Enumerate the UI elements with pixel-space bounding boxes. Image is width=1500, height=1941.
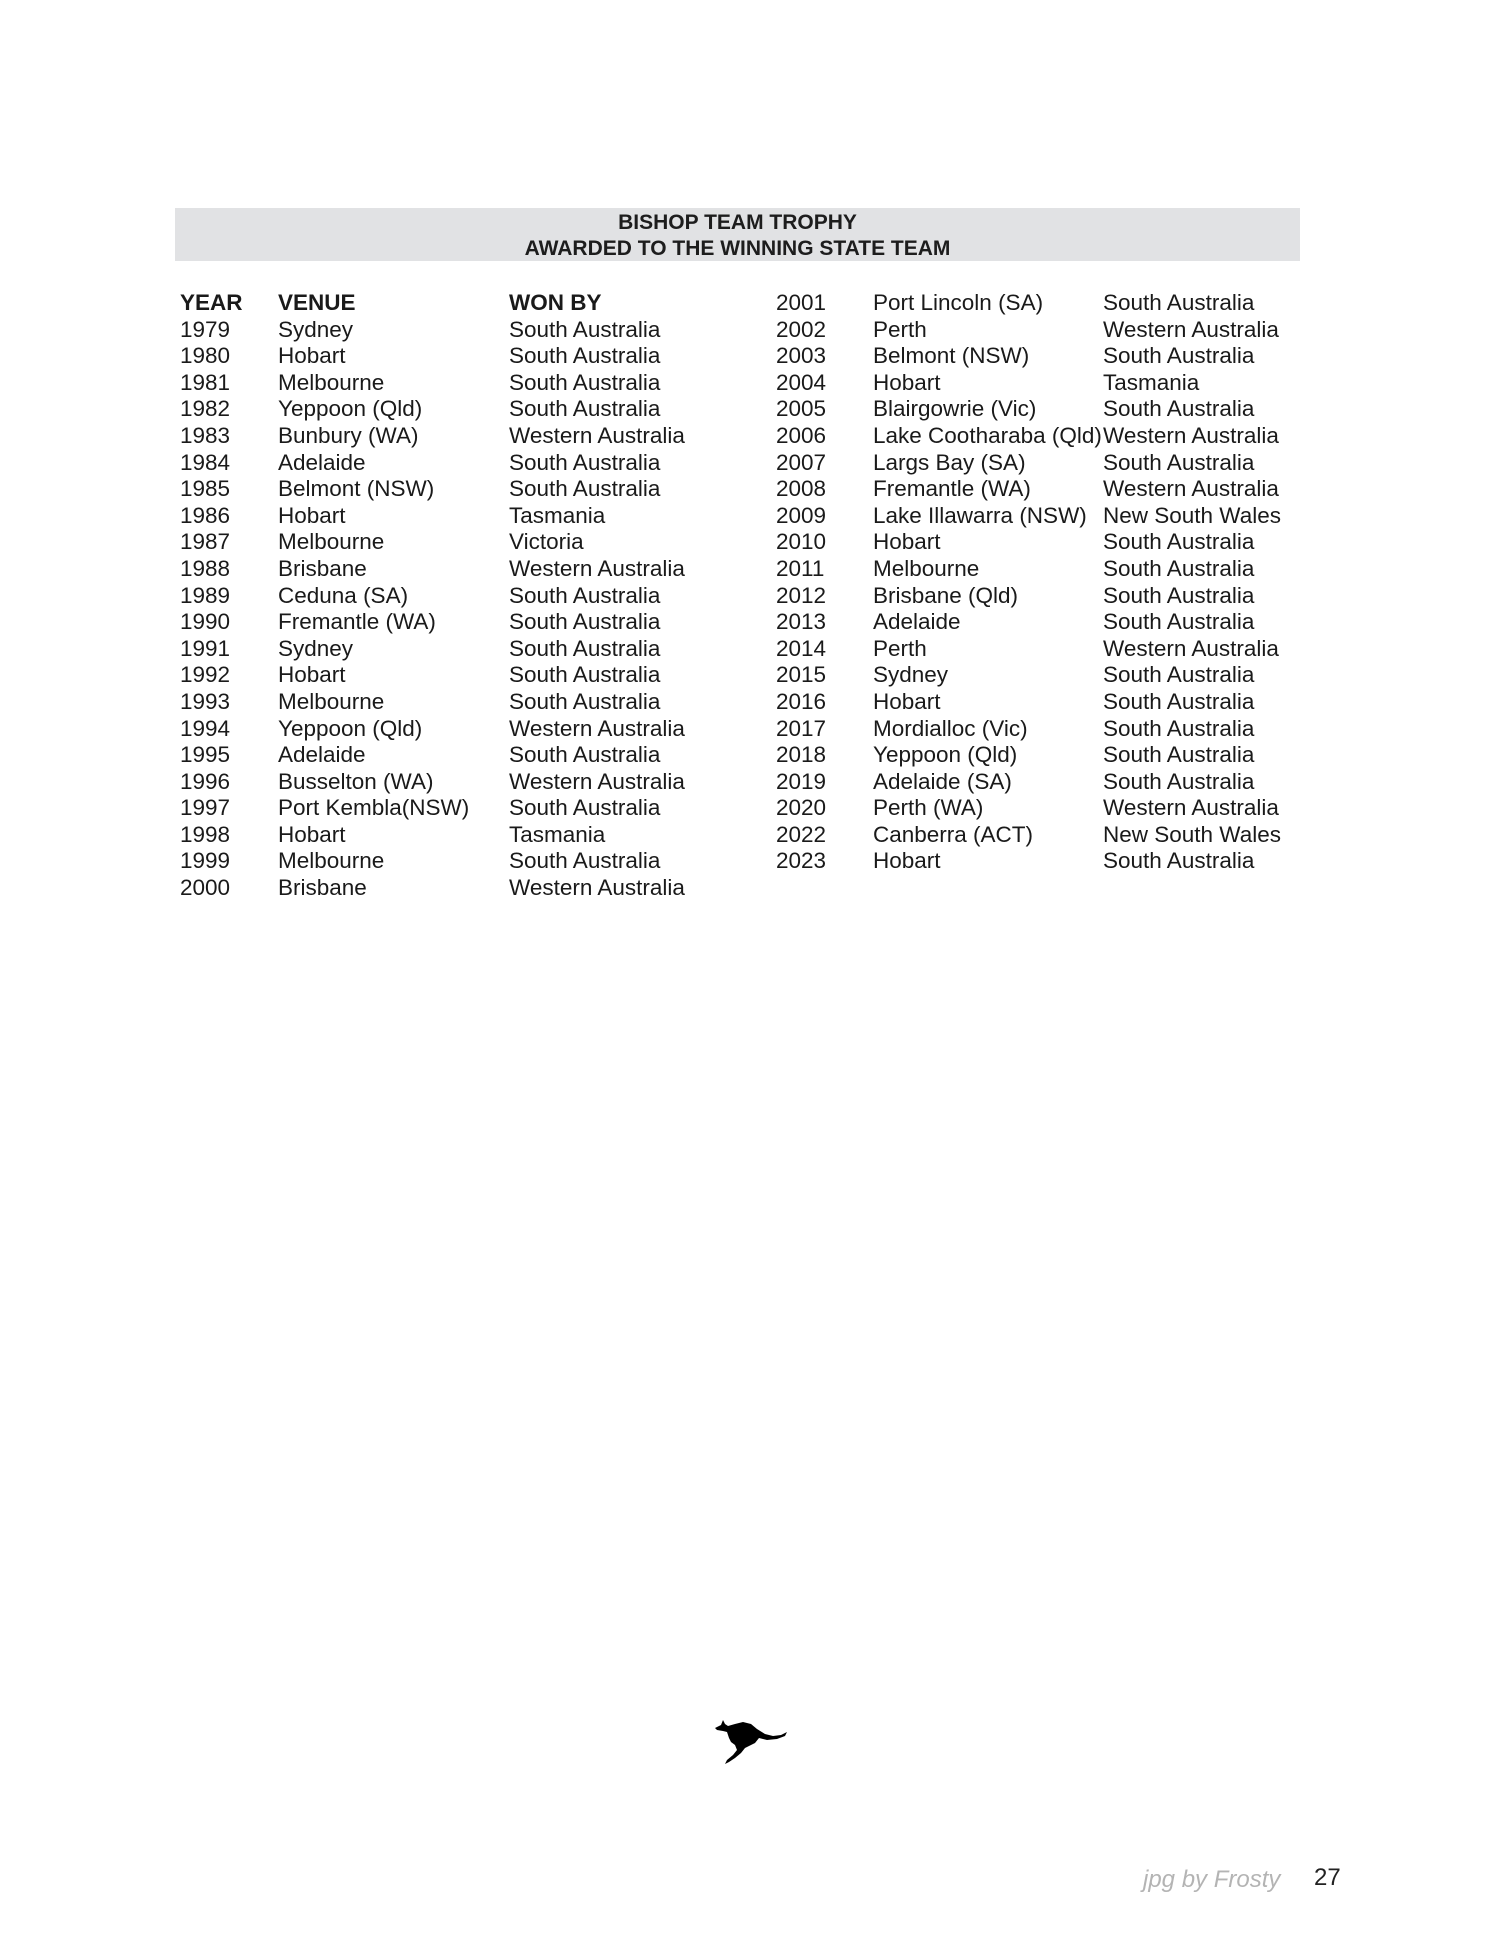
year-cell: 2003 xyxy=(776,343,827,369)
venue-cell: Yeppoon (Qld) xyxy=(278,396,423,422)
year-cell: 2009 xyxy=(776,502,827,528)
title-line-2: AWARDED TO THE WINNING STATE TEAM xyxy=(524,237,951,260)
year-cell: 2002 xyxy=(776,316,827,342)
won-by-cell: Western Australia xyxy=(1103,422,1279,448)
venue-cell: Belmont (NSW) xyxy=(278,476,435,502)
venue-cell: Port Lincoln (SA) xyxy=(873,290,1044,315)
venue-cell: Fremantle (WA) xyxy=(873,476,1031,502)
won-by-cell: South Australia xyxy=(1103,715,1255,741)
won-by-cell: South Australia xyxy=(1103,582,1255,608)
year-cell: 2010 xyxy=(776,529,827,555)
won-by-cell: South Australia xyxy=(509,343,661,369)
year-cell: 1993 xyxy=(180,688,231,714)
won-by-cell: Western Australia xyxy=(1103,795,1279,821)
won-by-cell: Western Australia xyxy=(509,555,685,581)
venue-cell: Perth xyxy=(873,635,927,661)
year-cell: 2018 xyxy=(776,742,827,768)
venue-cell: Perth (WA) xyxy=(873,795,984,821)
won-by-cell: South Australia xyxy=(509,476,661,502)
year-cell: 2004 xyxy=(776,369,827,395)
header-venue: VENUE xyxy=(278,290,356,315)
year-cell: 1988 xyxy=(180,555,231,581)
venue-cell: Hobart xyxy=(278,343,346,369)
year-cell: 2011 xyxy=(776,555,825,581)
year-cell: 2008 xyxy=(776,476,827,502)
venue-cell: Melbourne xyxy=(278,529,385,555)
won-by-cell: Western Australia xyxy=(509,875,685,901)
venue-cell: Fremantle (WA) xyxy=(278,609,436,635)
year-cell: 2020 xyxy=(776,795,827,821)
won-by-cell: Tasmania xyxy=(509,502,606,528)
won-by-cell: South Australia xyxy=(1103,848,1255,874)
won-by-cell: South Australia xyxy=(509,688,661,714)
venue-cell: Melbourne xyxy=(873,555,980,581)
won-by-cell: South Australia xyxy=(1103,396,1255,422)
year-cell: 1995 xyxy=(180,742,231,768)
won-by-cell: South Australia xyxy=(1103,609,1255,635)
year-cell: 1980 xyxy=(180,343,231,369)
year-cell: 2017 xyxy=(776,715,827,741)
year-cell: 2022 xyxy=(776,821,827,847)
won-by-cell: Western Australia xyxy=(1103,476,1279,502)
year-cell: 2023 xyxy=(776,848,827,874)
venue-cell: Yeppoon (Qld) xyxy=(873,742,1018,768)
venue-cell: Perth xyxy=(873,316,927,342)
won-by-cell: South Australia xyxy=(509,369,661,395)
won-by-cell: South Australia xyxy=(509,742,661,768)
won-by-cell: South Australia xyxy=(1103,529,1255,555)
year-cell: 1982 xyxy=(180,396,231,422)
venue-cell: Hobart xyxy=(873,369,941,395)
venue-cell: Hobart xyxy=(873,529,941,555)
year-cell: 2000 xyxy=(180,875,231,901)
kangaroo-icon xyxy=(713,1718,789,1768)
year-cell: 1998 xyxy=(180,821,231,847)
venue-cell: Brisbane xyxy=(278,555,367,581)
year-cell: 2007 xyxy=(776,449,827,475)
year-cell: 1999 xyxy=(180,848,231,874)
won-by-cell: South Australia xyxy=(1103,290,1255,315)
venue-cell: Melbourne xyxy=(278,688,385,714)
venue-cell: Largs Bay (SA) xyxy=(873,449,1026,475)
year-cell: 1985 xyxy=(180,476,231,502)
won-by-cell: Western Australia xyxy=(1103,635,1279,661)
won-by-cell: South Australia xyxy=(1103,449,1255,475)
header-won-by: WON BY xyxy=(509,290,602,315)
won-by-cell: Tasmania xyxy=(1103,369,1200,395)
year-cell: 1979 xyxy=(180,316,231,342)
year-cell: 2006 xyxy=(776,422,827,448)
title-line-1: BISHOP TEAM TROPHY xyxy=(618,211,857,234)
venue-cell: Canberra (ACT) xyxy=(873,821,1034,847)
won-by-cell: Western Australia xyxy=(509,422,685,448)
won-by-cell: South Australia xyxy=(1103,768,1255,794)
won-by-cell: Western Australia xyxy=(509,768,685,794)
venue-cell: Lake Cootharaba (Qld) xyxy=(873,422,1102,448)
won-by-cell: South Australia xyxy=(1103,343,1255,369)
venue-cell: Hobart xyxy=(278,662,346,688)
venue-cell: Hobart xyxy=(873,848,941,874)
venue-cell: Hobart xyxy=(873,688,941,714)
venue-cell: Sydney xyxy=(278,316,354,342)
won-by-cell: South Australia xyxy=(509,662,661,688)
won-by-cell: South Australia xyxy=(509,316,661,342)
won-by-cell: South Australia xyxy=(1103,688,1255,714)
title-band xyxy=(175,208,1300,261)
venue-cell: Adelaide (SA) xyxy=(873,768,1012,794)
year-cell: 2015 xyxy=(776,662,827,688)
venue-cell: Hobart xyxy=(278,502,346,528)
year-cell: 1997 xyxy=(180,795,231,821)
venue-cell: Busselton (WA) xyxy=(278,768,434,794)
won-by-cell: South Australia xyxy=(1103,555,1255,581)
year-cell: 1990 xyxy=(180,609,231,635)
year-cell: 2013 xyxy=(776,609,827,635)
year-cell: 2001 xyxy=(776,290,827,315)
won-by-cell: South Australia xyxy=(509,582,661,608)
venue-cell: Belmont (NSW) xyxy=(873,343,1030,369)
year-cell: 2012 xyxy=(776,582,827,608)
venue-cell: Ceduna (SA) xyxy=(278,582,409,608)
year-cell: 1987 xyxy=(180,529,231,555)
venue-cell: Melbourne xyxy=(278,848,385,874)
won-by-cell: Western Australia xyxy=(1103,316,1279,342)
won-by-cell: New South Wales xyxy=(1103,821,1281,847)
year-cell: 1989 xyxy=(180,582,231,608)
venue-cell: Adelaide xyxy=(278,742,366,768)
won-by-cell: New South Wales xyxy=(1103,502,1281,528)
venue-cell: Hobart xyxy=(278,821,346,847)
won-by-cell: Western Australia xyxy=(509,715,685,741)
header-year: YEAR xyxy=(180,290,243,315)
credit-watermark: jpg by Frosty xyxy=(1143,1866,1281,1893)
venue-cell: Melbourne xyxy=(278,369,385,395)
won-by-cell: Victoria xyxy=(509,529,584,555)
venue-cell: Sydney xyxy=(278,635,354,661)
year-cell: 2005 xyxy=(776,396,827,422)
venue-cell: Sydney xyxy=(873,662,949,688)
year-cell: 1981 xyxy=(180,369,231,395)
year-cell: 1994 xyxy=(180,715,231,741)
won-by-cell: South Australia xyxy=(509,795,661,821)
venue-cell: Brisbane xyxy=(278,875,367,901)
venue-cell: Mordialloc (Vic) xyxy=(873,715,1028,741)
venue-cell: Brisbane (Qld) xyxy=(873,582,1019,608)
won-by-cell: Tasmania xyxy=(509,821,606,847)
year-cell: 1984 xyxy=(180,449,231,475)
won-by-cell: South Australia xyxy=(509,609,661,635)
year-cell: 2014 xyxy=(776,635,827,661)
venue-cell: Blairgowrie (Vic) xyxy=(873,396,1037,422)
year-cell: 1992 xyxy=(180,662,231,688)
year-cell: 2019 xyxy=(776,768,827,794)
venue-cell: Bunbury (WA) xyxy=(278,422,419,448)
won-by-cell: South Australia xyxy=(509,449,661,475)
venue-cell: Adelaide xyxy=(278,449,366,475)
venue-cell: Yeppoon (Qld) xyxy=(278,715,423,741)
year-cell: 2016 xyxy=(776,688,827,714)
year-cell: 1986 xyxy=(180,502,231,528)
year-cell: 1991 xyxy=(180,635,231,661)
page-number: 27 xyxy=(1314,1864,1341,1891)
year-cell: 1996 xyxy=(180,768,231,794)
won-by-cell: South Australia xyxy=(1103,742,1255,768)
venue-cell: Adelaide xyxy=(873,609,961,635)
won-by-cell: South Australia xyxy=(509,396,661,422)
won-by-cell: South Australia xyxy=(1103,662,1255,688)
won-by-cell: South Australia xyxy=(509,635,661,661)
venue-cell: Lake Illawarra (NSW) xyxy=(873,502,1087,528)
won-by-cell: South Australia xyxy=(509,848,661,874)
year-cell: 1983 xyxy=(180,422,231,448)
venue-cell: Port Kembla(NSW) xyxy=(278,795,470,821)
